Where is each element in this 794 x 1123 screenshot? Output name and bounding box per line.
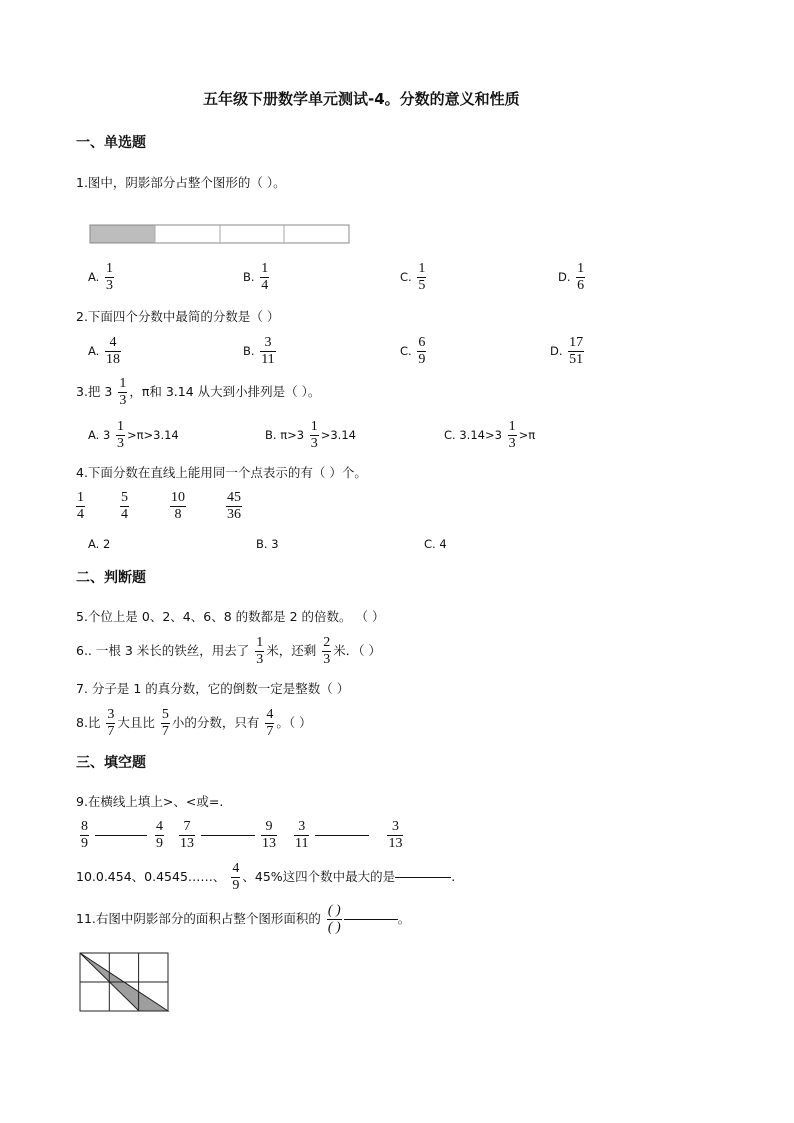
option-label: B. <box>243 270 255 284</box>
fraction: $\frac{1}{3}$ <box>310 419 318 451</box>
option-label: D. <box>558 270 571 284</box>
answer-blank[interactable] <box>201 835 255 836</box>
fraction: $\frac{4}{18}$ <box>105 335 120 367</box>
question-6-text <box>76 636 381 667</box>
question-9-text: 9.在横线上填上>、<或=. <box>76 794 224 809</box>
page-title: 五年级下册数学单元测试-4。分数的意义和性质 <box>203 90 520 108</box>
option-label: C. <box>400 344 412 358</box>
question-4-fraction-4: $\frac{45}{36}$ <box>227 490 241 522</box>
section-heading-true-false: 二、判断题 <box>76 570 146 586</box>
option-tail: >π>3.14 <box>126 428 179 442</box>
question-4-text: 4.下面分数在直线上能用同一个点表示的有（ ）个。 <box>76 465 367 480</box>
question-4-fraction-2: $\frac{5}{4}$ <box>121 490 128 522</box>
question-2-text: 2.下面四个分数中最简的分数是（ ） <box>76 309 280 324</box>
fraction-blank[interactable]: $\frac{( )}{( )}$ <box>327 903 341 935</box>
fraction: $\frac{1}{3}$ <box>116 419 124 451</box>
question-9-pair-2: $\frac{7}{13}$ $\frac{9}{13}$ <box>180 819 276 851</box>
question-2-option-c[interactable] <box>400 336 428 367</box>
question-8-post: 。（ ） <box>276 715 312 730</box>
answer-blank[interactable] <box>395 877 451 878</box>
question-10-end: . <box>451 869 456 884</box>
question-2-option-d[interactable] <box>550 336 586 367</box>
answer-blank[interactable] <box>95 835 147 836</box>
question-7-text: 7. 分子是 1 的真分数，它的倒数一定是整数（ ） <box>76 681 350 696</box>
answer-blank[interactable] <box>344 919 398 920</box>
option-label: B. π>3 <box>265 428 305 442</box>
option-label: C. 3.14>3 <box>444 428 502 442</box>
question-1-option-d[interactable] <box>558 262 587 293</box>
question-6-post: 米．（ ） <box>333 643 381 658</box>
question-4-option-c[interactable]: C. 4 <box>424 537 447 551</box>
option-label: D. <box>550 344 563 358</box>
question-3-text <box>76 377 320 408</box>
question-8-mid2: 小的分数，只有 <box>171 715 260 730</box>
question-10-post: 、45%这四个数中最大的是 <box>242 869 396 884</box>
fraction: $\frac{2}{3}$ <box>323 635 331 667</box>
answer-blank[interactable] <box>315 835 369 836</box>
question-8-text <box>76 708 312 739</box>
question-4-fraction-1: $\frac{1}{4}$ <box>77 490 84 522</box>
fraction: $\frac{1}{3}$ <box>119 376 127 408</box>
question-3-post: ，π和 3.14 从大到小排列是（ ）。 <box>129 384 321 399</box>
question-9-pair-1: $\frac{8}{9}$ $\frac{4}{9}$ <box>81 819 163 851</box>
question-3-option-b[interactable] <box>265 420 356 451</box>
question-4-fraction-3: $\frac{10}{8}$ <box>171 490 185 522</box>
question-8-mid1: 大且比 <box>117 715 155 730</box>
fraction: $\frac{4}{9}$ <box>232 861 240 893</box>
question-3-option-a[interactable] <box>88 420 179 451</box>
section-heading-single-choice: 一、单选题 <box>76 135 146 151</box>
question-1-option-a[interactable] <box>88 262 116 293</box>
bar-shaded-part <box>90 225 155 243</box>
question-2-option-b[interactable] <box>243 336 278 367</box>
fraction: $\frac{1}{6}$ <box>577 261 585 293</box>
question-3-pre: 3.把 3 <box>76 384 113 399</box>
option-tail: >3.14 <box>320 428 356 442</box>
option-tail: >π <box>518 428 536 442</box>
question-10-pre: 10.0.454、0.4545……、 <box>76 869 226 884</box>
option-label: A. 3 <box>88 428 111 442</box>
option-label: C. <box>400 270 412 284</box>
question-8-pre: 8.比 <box>76 715 101 730</box>
question-9-pair-3: $\frac{3}{11}$ $\frac{3}{13}$ <box>295 819 403 851</box>
question-3-option-c[interactable] <box>444 420 535 451</box>
question-1-text: 1.图中，阴影部分占整个图形的（ ）。 <box>76 175 286 190</box>
fraction: $\frac{1}{5}$ <box>418 261 426 293</box>
question-11-text <box>76 904 410 935</box>
section-heading-fill-blank: 三、填空题 <box>76 755 146 771</box>
question-1-option-b[interactable] <box>243 262 271 293</box>
fraction: $\frac{3}{7}$ <box>107 707 115 739</box>
question-1-option-c[interactable] <box>400 262 428 293</box>
question-1-bar-figure <box>89 223 351 245</box>
option-label: A. <box>88 344 100 358</box>
question-4-option-b[interactable]: B. 3 <box>256 537 279 551</box>
question-10-text <box>76 862 455 893</box>
question-6-pre: 6.. 一根 3 米长的铁丝，用去了 <box>76 643 250 658</box>
fraction: $\frac{6}{9}$ <box>418 335 426 367</box>
question-11-grid-figure <box>79 952 171 1014</box>
fraction: $\frac{1}{3}$ <box>256 635 264 667</box>
fraction: $\frac{1}{3}$ <box>508 419 516 451</box>
question-2-option-a[interactable] <box>88 336 123 367</box>
fraction: $\frac{5}{7}$ <box>161 707 169 739</box>
question-11-end: 。 <box>397 911 411 926</box>
fraction: $\frac{1}{4}$ <box>261 261 269 293</box>
option-label: A. <box>88 270 100 284</box>
question-6-mid: 米，还剩 <box>266 643 317 658</box>
question-11-pre: 11.右图中阴影部分的面积占整个图形面积的 <box>76 911 321 926</box>
fraction: $\frac{3}{11}$ <box>261 335 275 367</box>
option-label: B. <box>243 344 255 358</box>
fraction: $\frac{17}{51}$ <box>569 335 584 367</box>
question-4-option-a[interactable]: A. 2 <box>88 537 111 551</box>
fraction: $\frac{4}{7}$ <box>266 707 274 739</box>
fraction: $\frac{1}{3}$ <box>105 261 113 293</box>
question-5-text: 5.个位上是 0、2、4、6、8 的数都是 2 的倍数。 （ ） <box>76 609 385 624</box>
